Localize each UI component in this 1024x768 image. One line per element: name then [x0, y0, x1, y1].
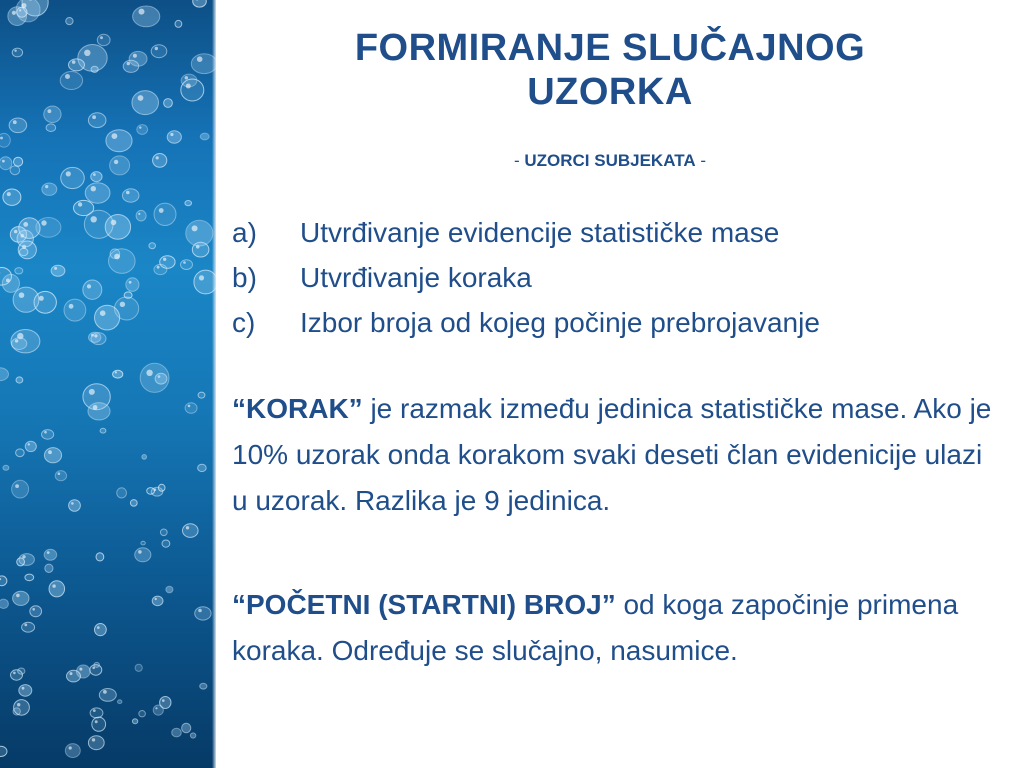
bubble-shape	[185, 201, 192, 206]
bubble-shape	[151, 45, 167, 58]
bubble-highlight	[112, 133, 118, 139]
bubble-shape	[147, 488, 155, 495]
bubble-shape	[140, 363, 169, 392]
bubble-shape	[3, 465, 9, 470]
bubble-highlight	[69, 304, 74, 309]
bubble-highlight	[41, 220, 46, 225]
bubble-highlight	[54, 267, 57, 270]
bubble-shape	[200, 683, 207, 689]
bubble-shape	[113, 370, 123, 378]
bubble-shape	[181, 79, 204, 101]
bubble-shape	[95, 305, 120, 330]
step-text: Utvrđivanje koraka	[300, 262, 532, 293]
bubble-shape	[99, 689, 116, 702]
bubble-highlight	[92, 115, 96, 119]
bubble-shape	[198, 392, 205, 398]
bubble-shape	[152, 596, 163, 606]
bubble-shape	[106, 130, 132, 152]
bubble-highlight	[84, 50, 90, 56]
bubble-shape	[55, 471, 66, 481]
bubble-shape	[154, 264, 167, 274]
bubble-highlight	[133, 54, 137, 58]
bubble-shape	[19, 685, 32, 697]
bubble-highlight	[69, 746, 72, 749]
bubble-shape	[195, 607, 211, 620]
bubble-highlight	[197, 56, 203, 62]
bubble-shape	[2, 274, 19, 292]
bubble-shape	[69, 59, 85, 71]
bubble-shape	[0, 576, 7, 586]
step-text: Izbor broja od kojeg počinje prebrojavanje	[300, 307, 820, 338]
subtitle-text: UZORCI SUBJEKATA	[524, 151, 696, 170]
bubble-shape	[141, 541, 145, 545]
bubble-highlight	[12, 11, 16, 15]
bubble-shape	[92, 717, 106, 731]
bubble-shape	[44, 549, 57, 560]
bubble-highlight	[199, 275, 204, 280]
bubble-highlight	[19, 9, 21, 11]
bubble-shape	[19, 218, 40, 239]
bubble-highlight	[120, 302, 125, 307]
bubble-highlight	[19, 292, 25, 298]
bubble-shape	[67, 670, 81, 682]
bubble-shape	[0, 746, 7, 756]
bubble-highlight	[93, 709, 96, 712]
bubble-shape	[17, 558, 25, 566]
bubble-highlight	[48, 450, 52, 454]
bubble-shape	[167, 131, 181, 143]
subtitle-dash-left: -	[513, 151, 520, 170]
bubble-highlight	[79, 668, 82, 671]
bubble-shape	[25, 574, 34, 581]
bubble-shape	[190, 733, 195, 738]
bubble-highlight	[139, 9, 145, 15]
bubble-highlight	[32, 608, 35, 611]
bubble-shape	[16, 449, 25, 457]
panel-edge-divider	[212, 0, 216, 768]
bubble-highlight	[93, 173, 96, 176]
bubble-shape	[142, 455, 147, 460]
step-item-c	[232, 300, 992, 345]
bubble-highlight	[22, 687, 25, 690]
bubble-shape	[181, 260, 193, 270]
pocetni-broj-term: “POČETNI (STARTNI) BROJ”	[232, 589, 616, 620]
bubble-shape	[12, 48, 22, 57]
bubble-shape	[117, 488, 127, 498]
bubble-shape	[88, 113, 106, 128]
bubble-shape	[42, 430, 54, 440]
bubble-shape	[160, 529, 167, 536]
bubble-shape	[185, 403, 197, 414]
bubble-highlight	[91, 186, 96, 191]
bubble-shape	[136, 210, 146, 221]
bubble-shape	[44, 106, 61, 123]
bubble-highlight	[139, 126, 141, 128]
bubble-shape	[172, 728, 182, 737]
bubble-highlight	[100, 36, 103, 39]
bubble-highlight	[129, 281, 132, 284]
step-marker: b)	[232, 262, 257, 293]
bubble-shape	[44, 448, 61, 463]
bubble-shape	[154, 203, 176, 225]
bubble-highlight	[24, 624, 27, 627]
bubble-shape	[30, 606, 42, 617]
bubble-shape	[0, 599, 8, 608]
step-item-a	[232, 210, 992, 255]
bubble-highlight	[103, 690, 107, 694]
water-bubbles-image	[0, 0, 216, 768]
bubble-shape	[12, 338, 27, 350]
bubble-highlight	[115, 371, 117, 373]
bubble-shape	[183, 524, 199, 538]
bubble-shape	[9, 118, 27, 133]
bubble-highlight	[159, 208, 164, 213]
bubble-highlight	[186, 84, 191, 89]
bubble-shape	[0, 157, 12, 170]
bubble-shape	[22, 622, 35, 632]
bubble-shape	[130, 500, 137, 507]
bubble-shape	[118, 700, 122, 704]
bubble-shape	[14, 157, 23, 166]
bubble-shape	[91, 333, 106, 345]
bubble-highlight	[114, 160, 118, 164]
bubble-highlight	[15, 339, 18, 342]
bubble-shape	[182, 723, 191, 733]
bubble-shape	[88, 736, 104, 750]
bubble-highlight	[2, 160, 5, 163]
bubble-highlight	[157, 266, 160, 269]
bubble-highlight	[52, 584, 55, 587]
step-text: Utvrđivanje evidencije statističke mase	[300, 217, 780, 248]
step-marker: a)	[232, 217, 257, 248]
bubble-highlight	[163, 258, 166, 261]
bubble-shape	[84, 210, 113, 238]
bubble-shape	[91, 172, 102, 182]
bubble-highlight	[70, 672, 73, 675]
bubble-highlight	[138, 213, 140, 215]
bubble-highlight	[14, 230, 18, 234]
bubble-shape	[162, 540, 170, 547]
bubble-shape	[135, 664, 142, 671]
bubble-shape	[132, 91, 159, 115]
bubble-shape	[137, 125, 148, 135]
bubble-highlight	[127, 62, 130, 65]
korak-paragraph	[232, 386, 992, 524]
bubble-highlight	[126, 191, 130, 195]
bubble-shape	[13, 591, 29, 605]
bubble-shape	[135, 548, 151, 562]
bubble-highlight	[155, 707, 157, 709]
bubble-highlight	[170, 133, 173, 136]
bubble-shape	[0, 368, 9, 381]
bubble-highlight	[13, 672, 16, 675]
bubble-shape	[164, 99, 173, 108]
bubble-shape	[94, 662, 100, 667]
bubble-shape	[95, 624, 107, 636]
bubble-shape	[61, 167, 85, 188]
bubble-highlight	[146, 370, 152, 376]
bubble-shape	[126, 278, 139, 292]
bubble-shape	[3, 189, 21, 205]
bubble-highlight	[16, 594, 20, 598]
bubble-shape	[100, 428, 106, 433]
bubble-highlight	[138, 550, 142, 554]
bubble-shape	[49, 581, 65, 597]
bubble-highlight	[7, 192, 11, 196]
bubble-highlight	[87, 284, 91, 288]
bubble-shape	[16, 377, 23, 383]
bubble-shape	[25, 441, 36, 451]
bubble-highlight	[188, 405, 191, 408]
bubble-shape	[17, 7, 27, 17]
slide-title	[300, 26, 920, 114]
bubble-shape	[15, 268, 23, 274]
bubble-shape	[46, 124, 56, 132]
slide-subtitle	[300, 150, 920, 172]
bubble-highlight	[58, 472, 61, 475]
bubble-shape	[193, 0, 207, 7]
bubble-highlight	[66, 171, 71, 176]
bubble-highlight	[0, 137, 3, 140]
bubble-shape	[124, 292, 132, 298]
bubble-highlight	[93, 405, 98, 410]
bubble-shape	[10, 166, 20, 175]
bubble-shape	[90, 708, 103, 718]
bubble-highlight	[91, 216, 97, 222]
step-marker: c)	[232, 307, 256, 338]
title-line-2: UZORKA	[527, 71, 693, 113]
bubble-shape	[139, 711, 146, 717]
bubble-shape	[45, 564, 53, 572]
bubble-highlight	[6, 279, 10, 283]
bubble-highlight	[65, 74, 70, 79]
bubble-highlight	[155, 598, 157, 600]
bubble-highlight	[15, 484, 19, 488]
bubble-highlight	[94, 334, 97, 337]
pocetni-broj-definition: od koga započinje primena koraka. Određuje se slučajno, nasumice.	[232, 589, 959, 666]
bubble-highlight	[13, 120, 17, 124]
bubble-highlight	[22, 555, 25, 558]
bubble-highlight	[28, 443, 30, 445]
steps-list	[232, 210, 992, 345]
bubble-highlight	[100, 310, 106, 316]
bubble-shape	[83, 280, 102, 299]
bubble-shape	[18, 668, 25, 674]
bubble-shape	[51, 265, 65, 276]
bubble-highlight	[17, 703, 20, 706]
bubble-highlight	[44, 431, 47, 434]
bubble-highlight	[183, 261, 186, 264]
bubble-shape	[69, 500, 81, 512]
bubble-highlight	[72, 60, 76, 64]
korak-term: “KORAK”	[232, 393, 363, 424]
bubble-shape	[200, 133, 209, 140]
step-item-b	[232, 255, 992, 300]
bubble-shape	[88, 403, 110, 420]
bubble-shape	[186, 220, 213, 246]
bubble-highlight	[155, 47, 158, 50]
bubble-shape	[14, 700, 30, 716]
bubble-shape	[158, 484, 165, 491]
bubble-highlight	[186, 526, 189, 529]
bubble-shape	[85, 183, 110, 203]
bubble-highlight	[39, 296, 44, 301]
subtitle-dash-right: -	[700, 151, 707, 170]
bubble-highlight	[95, 720, 98, 723]
bubble-shape	[153, 154, 167, 168]
bubble-shape	[149, 243, 156, 249]
bubble-highlight	[138, 95, 144, 101]
bubble-shape	[60, 72, 82, 90]
bubble-highlight	[162, 699, 165, 702]
bubble-shape	[96, 553, 104, 561]
bubble-highlight	[198, 609, 202, 613]
bubble-shape	[12, 480, 29, 498]
bubble-highlight	[89, 389, 95, 395]
bubble-shape	[123, 60, 139, 72]
bubble-highlight	[114, 254, 120, 260]
bubble-shape	[153, 705, 163, 715]
bubble-highlight	[47, 551, 50, 554]
bubble-shape	[64, 299, 86, 321]
bubble-shape	[42, 183, 57, 195]
bubble-highlight	[78, 202, 82, 206]
bubble-shape	[65, 744, 80, 758]
bubble-shape	[133, 6, 160, 27]
bubble-highlight	[185, 76, 188, 79]
bubble-shape	[0, 133, 10, 147]
title-line-1: FORMIRANJE SLUČAJNOG	[354, 27, 866, 69]
bubble-shape	[109, 249, 136, 274]
bubble-highlight	[71, 502, 74, 505]
bubble-shape	[110, 156, 130, 175]
korak-definition: je razmak između jedinica statističke mase. Ako je 10% uzorak onda korakom svaki deseti član evidenicije ulazi u uzorak. Razlika je 9 jedinica.	[232, 393, 992, 516]
bubble-shape	[132, 719, 137, 724]
bubble-highlight	[97, 626, 100, 629]
bubble-highlight	[92, 738, 95, 741]
bubble-highlight	[23, 222, 28, 227]
bubble-shape	[97, 34, 110, 45]
bubble-highlight	[14, 50, 16, 52]
bubble-highlight	[192, 225, 198, 231]
bubble-shape	[66, 18, 73, 25]
bubble-shape	[13, 287, 39, 312]
bubble-shape	[166, 586, 173, 593]
pocetni-broj-paragraph	[232, 582, 992, 674]
bubble-shape	[175, 20, 182, 27]
bubble-shape	[198, 464, 207, 471]
bubble-highlight	[48, 109, 52, 113]
bubble-shape	[122, 189, 139, 202]
bubble-highlight	[156, 156, 159, 159]
bubble-highlight	[45, 185, 48, 188]
